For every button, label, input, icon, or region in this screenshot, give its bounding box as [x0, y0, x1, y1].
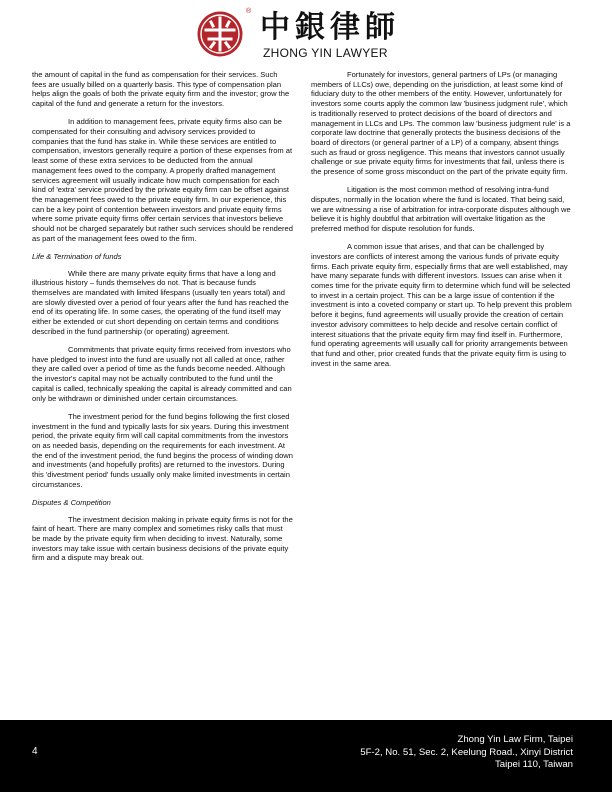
body-paragraph: A common issue that arises, and that can be challenged by investors are conflicts of interest among the various funds of private equity firms. Each private equity firm, especially firms that are well established, may have many separate funds with different investors. Issues can arise when it comes time for the private equity firm to determine which fund will be selected to invest in a certain project. This can be a large issue of contention if the investment is into a coveted company or start up. To help prevent this problem before it begins, fund agreements will usually provide the creation of certain investor advisory committees to help decide and resolve certain conflict of interest situations that the private equity firm may find itself in. Furthermore, fund operating agreements will usually call for priority arrangements between that fund and other, prior created funds that the private equity firm is using to invest in the same area. — [311, 242, 572, 368]
page-footer — [0, 720, 612, 792]
section-heading: Disputes & Competition — [32, 497, 111, 507]
page-number: 4 — [32, 746, 38, 757]
body-paragraph: The investment decision making in private equity firms is not for the faint of heart. There are many complex and sometimes risky calls that must be made by the private equity firm when deciding to invest. Naturally, some investors may take issue with certain business decisions of the private equity firm and a dispute may break out. — [32, 514, 293, 563]
registered-mark: ® — [246, 8, 252, 15]
firm-logo-icon — [196, 10, 244, 58]
address-line: Taipei 110, Taiwan — [494, 759, 573, 770]
body-paragraph: In addition to management fees, private equity firms also can be compensated for their consulting and advisory services provided to companies that the fund has stake in. While these services are entitled to compensation, investors generally require a portion of these expenses from at least some of these extra services to be deducted from the annual management fees owed to the company. A properly drafted management services agreement will usually indicate how much compensation for each kind of 'extra' service provided by the private equity firm can be offset against the management fees owed to the private equity firm. In our experience, this can be a key point of contention between investors and private equity firms where some private equity firms offer certain services that investors believe should not be charged separately but rather such services should be rendered as part of the management fees owed to the firm. — [32, 117, 293, 243]
brand-name-english: ZHONG YIN LAWYER — [263, 46, 388, 60]
firm-address — [360, 734, 573, 772]
body-paragraph: Commitments that private equity firms received from investors who have pledged to invest into the fund are usually not all called at once, rather they are called over a period of time as the funds become needed. Although the investor's capital may not be actually contributed to the fund until the capital is called, technically speaking the capital is already committed and can only be withdrawn or diminished under certain circumstances. — [32, 345, 292, 403]
section-heading: Life & Termination of funds — [32, 251, 122, 261]
body-paragraph: Litigation is the most common method of resolving intra-fund disputes, normally in the location where the fund is located. That being said, we are witnessing a rise of arbitration for intra-corporate disputes although we believe it is highly doubtful that arbitration will overtake litigation as the preferred method for dispute resolution for funds. — [311, 185, 571, 234]
right-text-column — [311, 70, 572, 377]
body-paragraph: the amount of capital in the fund as compensation for their services. Such fees are usually billed on a quarterly basis. This type of compensation plan helps align the goals of both the private equity firm and the investor; grow the capital of the fund and generate a return for the investors. — [32, 70, 290, 109]
brand-name-chinese: 中銀律師 — [260, 10, 400, 45]
page-header — [0, 0, 612, 66]
left-text-column — [32, 70, 293, 572]
body-paragraph: Fortunately for investors, general partners of LPs (or managing members of LLCs) owe, depending on the jurisdiction, at least some kind of fiduciary duty to the other members of the entity. However, unfortunately for investors some courts apply the common law 'business judgment rule', which is traditionally reserved to protect decisions of the board of directors and management in LLCs and LPs. The common law 'business judgment rule' is a corporate law doctrine that generally protects the business decisions of the board of directors (or general partner of a LP) of a company, absent things such as fraud or gross negligence. This means that investors cannot usually challenge or sue private equity firms for investments that fail, unless there is the presence of some gross misconduct on the part of the private equity firm. — [311, 70, 571, 177]
address-line: Zhong Yin Law Firm, Taipei — [457, 734, 573, 745]
address-line: 5F-2, No. 51, Sec. 2, Keelung Road., Xinyi District — [360, 746, 573, 758]
body-paragraph: While there are many private equity firms that have a long and illustrious history – funds themselves do not. That is because funds themselves are mandated with limited lifespans (usually ten years total) and are slowly divested over a period of four years after the fund has reached the end of its operating life. In some cases, the operating of the fund itself may either be extended or cut short depending on certain terms and conditions described in the fund partnership (or operating) agreement. — [32, 268, 289, 336]
body-paragraph: The investment period for the fund begins following the first closed investment in the fund and typically lasts for six years. During this investment period, the private equity firm will call capital commitments from the investors on as needed basis, depending on the requirements for each investment. At the end of the investment period, the fund begins the process of winding down and investments (and hopefully profits) are returned to the investors. During this 'divestment period' funds usually only make limited investments in certain circumstances. — [32, 411, 293, 489]
